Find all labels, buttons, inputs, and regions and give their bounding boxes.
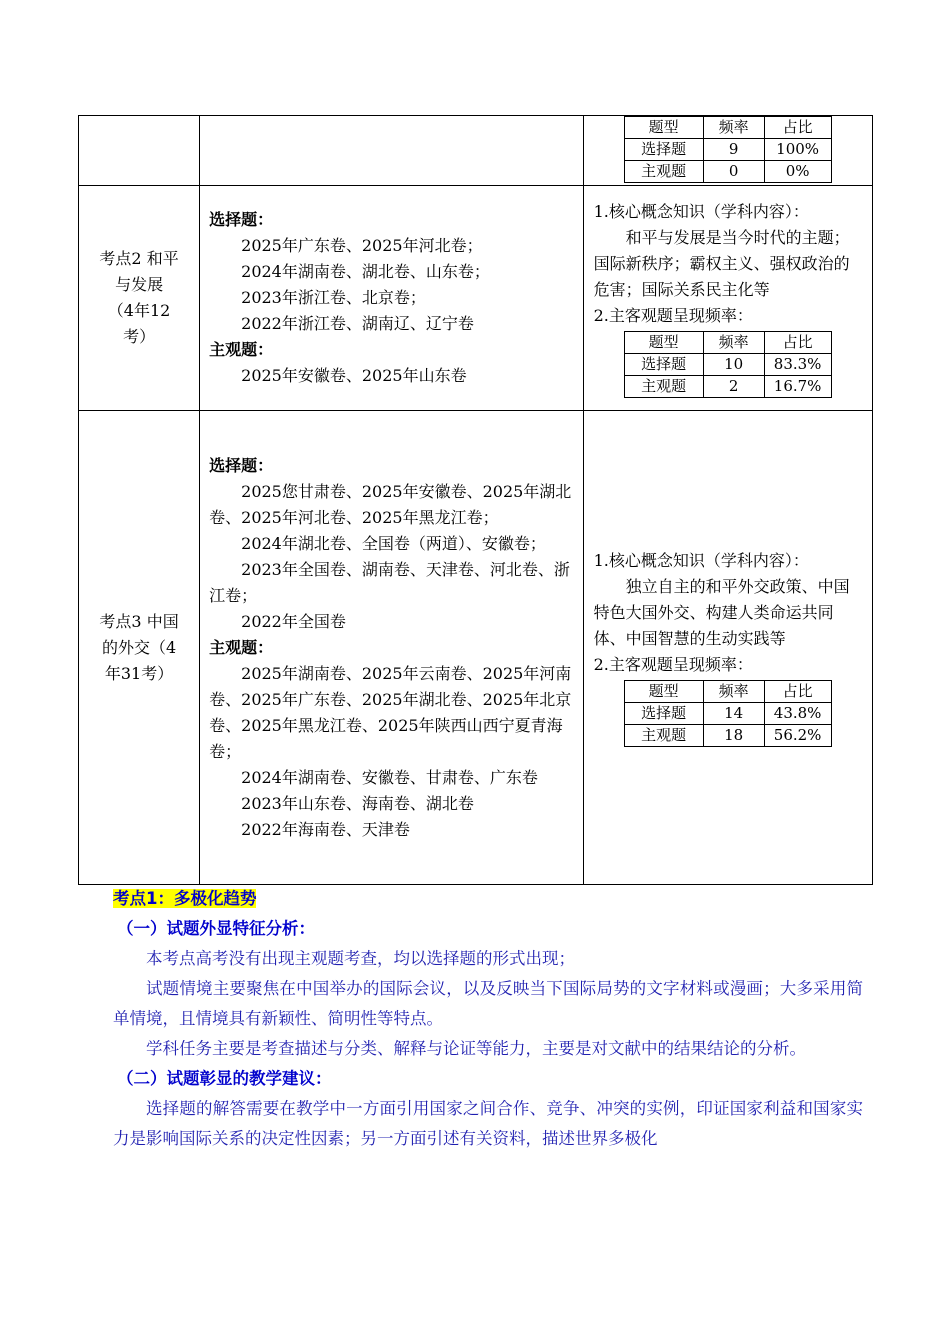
subsection-heading: （二）试题彰显的教学建议： [117, 1069, 332, 1088]
core-label: 1.核心概念知识（学科内容）： [593, 201, 809, 221]
topic-line: 考点3 中国 [99, 611, 179, 631]
freq-table [624, 680, 832, 747]
paragraph: 本考点高考没有出现主观题考查，均以选择题的形式出现； [146, 949, 575, 968]
freq-cell: 10 [703, 353, 764, 375]
freq-cell: 43.8% [764, 703, 831, 725]
core-text: 和平与发展是当今时代的主题；国际新秩序；霸权主义、强权政治的危害；国际关系民主化等 [593, 227, 850, 299]
freq-cell: 主观题 [624, 725, 703, 747]
analysis-cell [583, 411, 872, 885]
freq-cell: 选择题 [624, 139, 703, 161]
core-text: 独立自主的和平外交政策、中国特色大国外交、构建人类命运共同体、中国智慧的生动实践等 [593, 577, 850, 648]
freq-header: 题型 [624, 117, 703, 139]
subjective-label: 主观题： [209, 340, 274, 359]
topic-line: 与发展 [115, 275, 164, 294]
topic-line: （4年12 [107, 301, 171, 320]
choice-label: 选择题： [209, 210, 274, 229]
list-item: 2023年浙江卷、北京卷； [241, 288, 426, 307]
topic-line: 考） [123, 327, 156, 346]
list-item: 2022年浙江卷、湖南辽、辽宁卷 [241, 314, 474, 333]
freq-header: 频率 [703, 117, 764, 139]
list-item: 2025年湖南卷、2025年云南卷、2025年河南卷、2025年广东卷、2025年湖北卷、2025年北京卷、2025年黑龙江卷、2025年陕西山西宁夏青海卷； [209, 663, 572, 761]
topic-cell [79, 116, 200, 186]
analysis-cell [583, 186, 872, 411]
topic-line: 考点2 和平 [99, 249, 179, 268]
list-item: 2024年湖南卷、安徽卷、甘肃卷、广东卷 [241, 767, 538, 787]
subsection-heading: （一）试题外显特征分析： [117, 919, 315, 938]
freq-table [624, 116, 832, 183]
freq-cell: 9 [703, 139, 764, 161]
list-item: 2025您甘肃卷、2025年安徽卷、2025年湖北卷、2025年河北卷、2025年黑龙江卷； [209, 481, 572, 527]
topic-line: 年31考） [104, 663, 174, 683]
freq-cell: 选择题 [624, 703, 703, 725]
paragraph: 学科任务主要是考查描述与分类、解释与论证等能力，主要是对文献中的结果结论的分析。 [146, 1039, 806, 1058]
list-item: 2025年广东卷、2025年河北卷； [241, 236, 483, 255]
section-title: 考点1：多极化趋势 [113, 889, 257, 908]
freq-cell: 14 [703, 703, 764, 725]
freq-cell: 83.3% [764, 353, 831, 375]
analysis-cell [583, 116, 872, 186]
list-cell [200, 186, 583, 411]
list-cell [200, 116, 583, 186]
topic-line: 的外交（4 [101, 637, 177, 657]
topic-cell [79, 186, 200, 411]
freq-cell: 主观题 [624, 161, 703, 183]
freq-header: 题型 [624, 681, 703, 703]
table-row-2 [79, 186, 873, 411]
topic-cell [79, 411, 200, 885]
freq-cell: 主观题 [624, 375, 703, 397]
freq-cell: 选择题 [624, 353, 703, 375]
freq-header: 频率 [703, 331, 764, 353]
paragraph: 试题情境主要聚焦在中国举办的国际会议，以及反映当下国际局势的文字材料或漫画；大多采用简单情境，且情境具有新颖性、简明性等特点。 [113, 979, 863, 1028]
list-item: 2025年安徽卷、2025年山东卷 [241, 366, 467, 385]
freq-header: 占比 [764, 331, 831, 353]
freq-cell: 16.7% [764, 375, 831, 397]
freq-table [624, 331, 832, 398]
paragraph: 选择题的解答需要在教学中一方面引用国家之间合作、竞争、冲突的实例，印证国家利益和国家实力是影响国际关系的决定性因素；另一方面引述有关资料，描述世界多极化 [113, 1099, 863, 1148]
list-item: 2024年湖北卷、全国卷（两道）、安徽卷； [241, 533, 546, 553]
core-label: 1.核心概念知识（学科内容）： [593, 551, 809, 570]
freq-header: 频率 [703, 681, 764, 703]
freq-label: 2.主客观题呈现频率： [593, 305, 753, 325]
table-row-1 [79, 116, 873, 186]
freq-cell: 0 [703, 161, 764, 183]
freq-header: 占比 [764, 117, 831, 139]
table-row-3 [79, 411, 873, 885]
freq-cell: 100% [764, 139, 831, 161]
freq-header: 占比 [764, 681, 831, 703]
list-item: 2024年湖南卷、湖北卷、山东卷； [241, 262, 490, 281]
freq-cell: 0% [764, 161, 831, 183]
list-item: 2023年山东卷、海南卷、湖北卷 [241, 793, 474, 813]
freq-cell: 18 [703, 725, 764, 747]
subjective-label: 主观题： [209, 637, 274, 657]
list-item: 2022年海南卷、天津卷 [241, 819, 410, 839]
freq-header: 题型 [624, 331, 703, 353]
exam-analysis-table [78, 115, 873, 885]
freq-cell: 56.2% [764, 725, 831, 747]
choice-label: 选择题： [209, 455, 274, 475]
list-item: 2022年全国卷 [241, 611, 346, 631]
freq-cell: 2 [703, 375, 764, 397]
freq-label: 2.主客观题呈现频率： [593, 655, 753, 674]
section-body [113, 884, 863, 1154]
list-cell [200, 411, 583, 885]
list-item: 2023年全国卷、湖南卷、天津卷、河北卷、浙江卷； [209, 559, 570, 605]
